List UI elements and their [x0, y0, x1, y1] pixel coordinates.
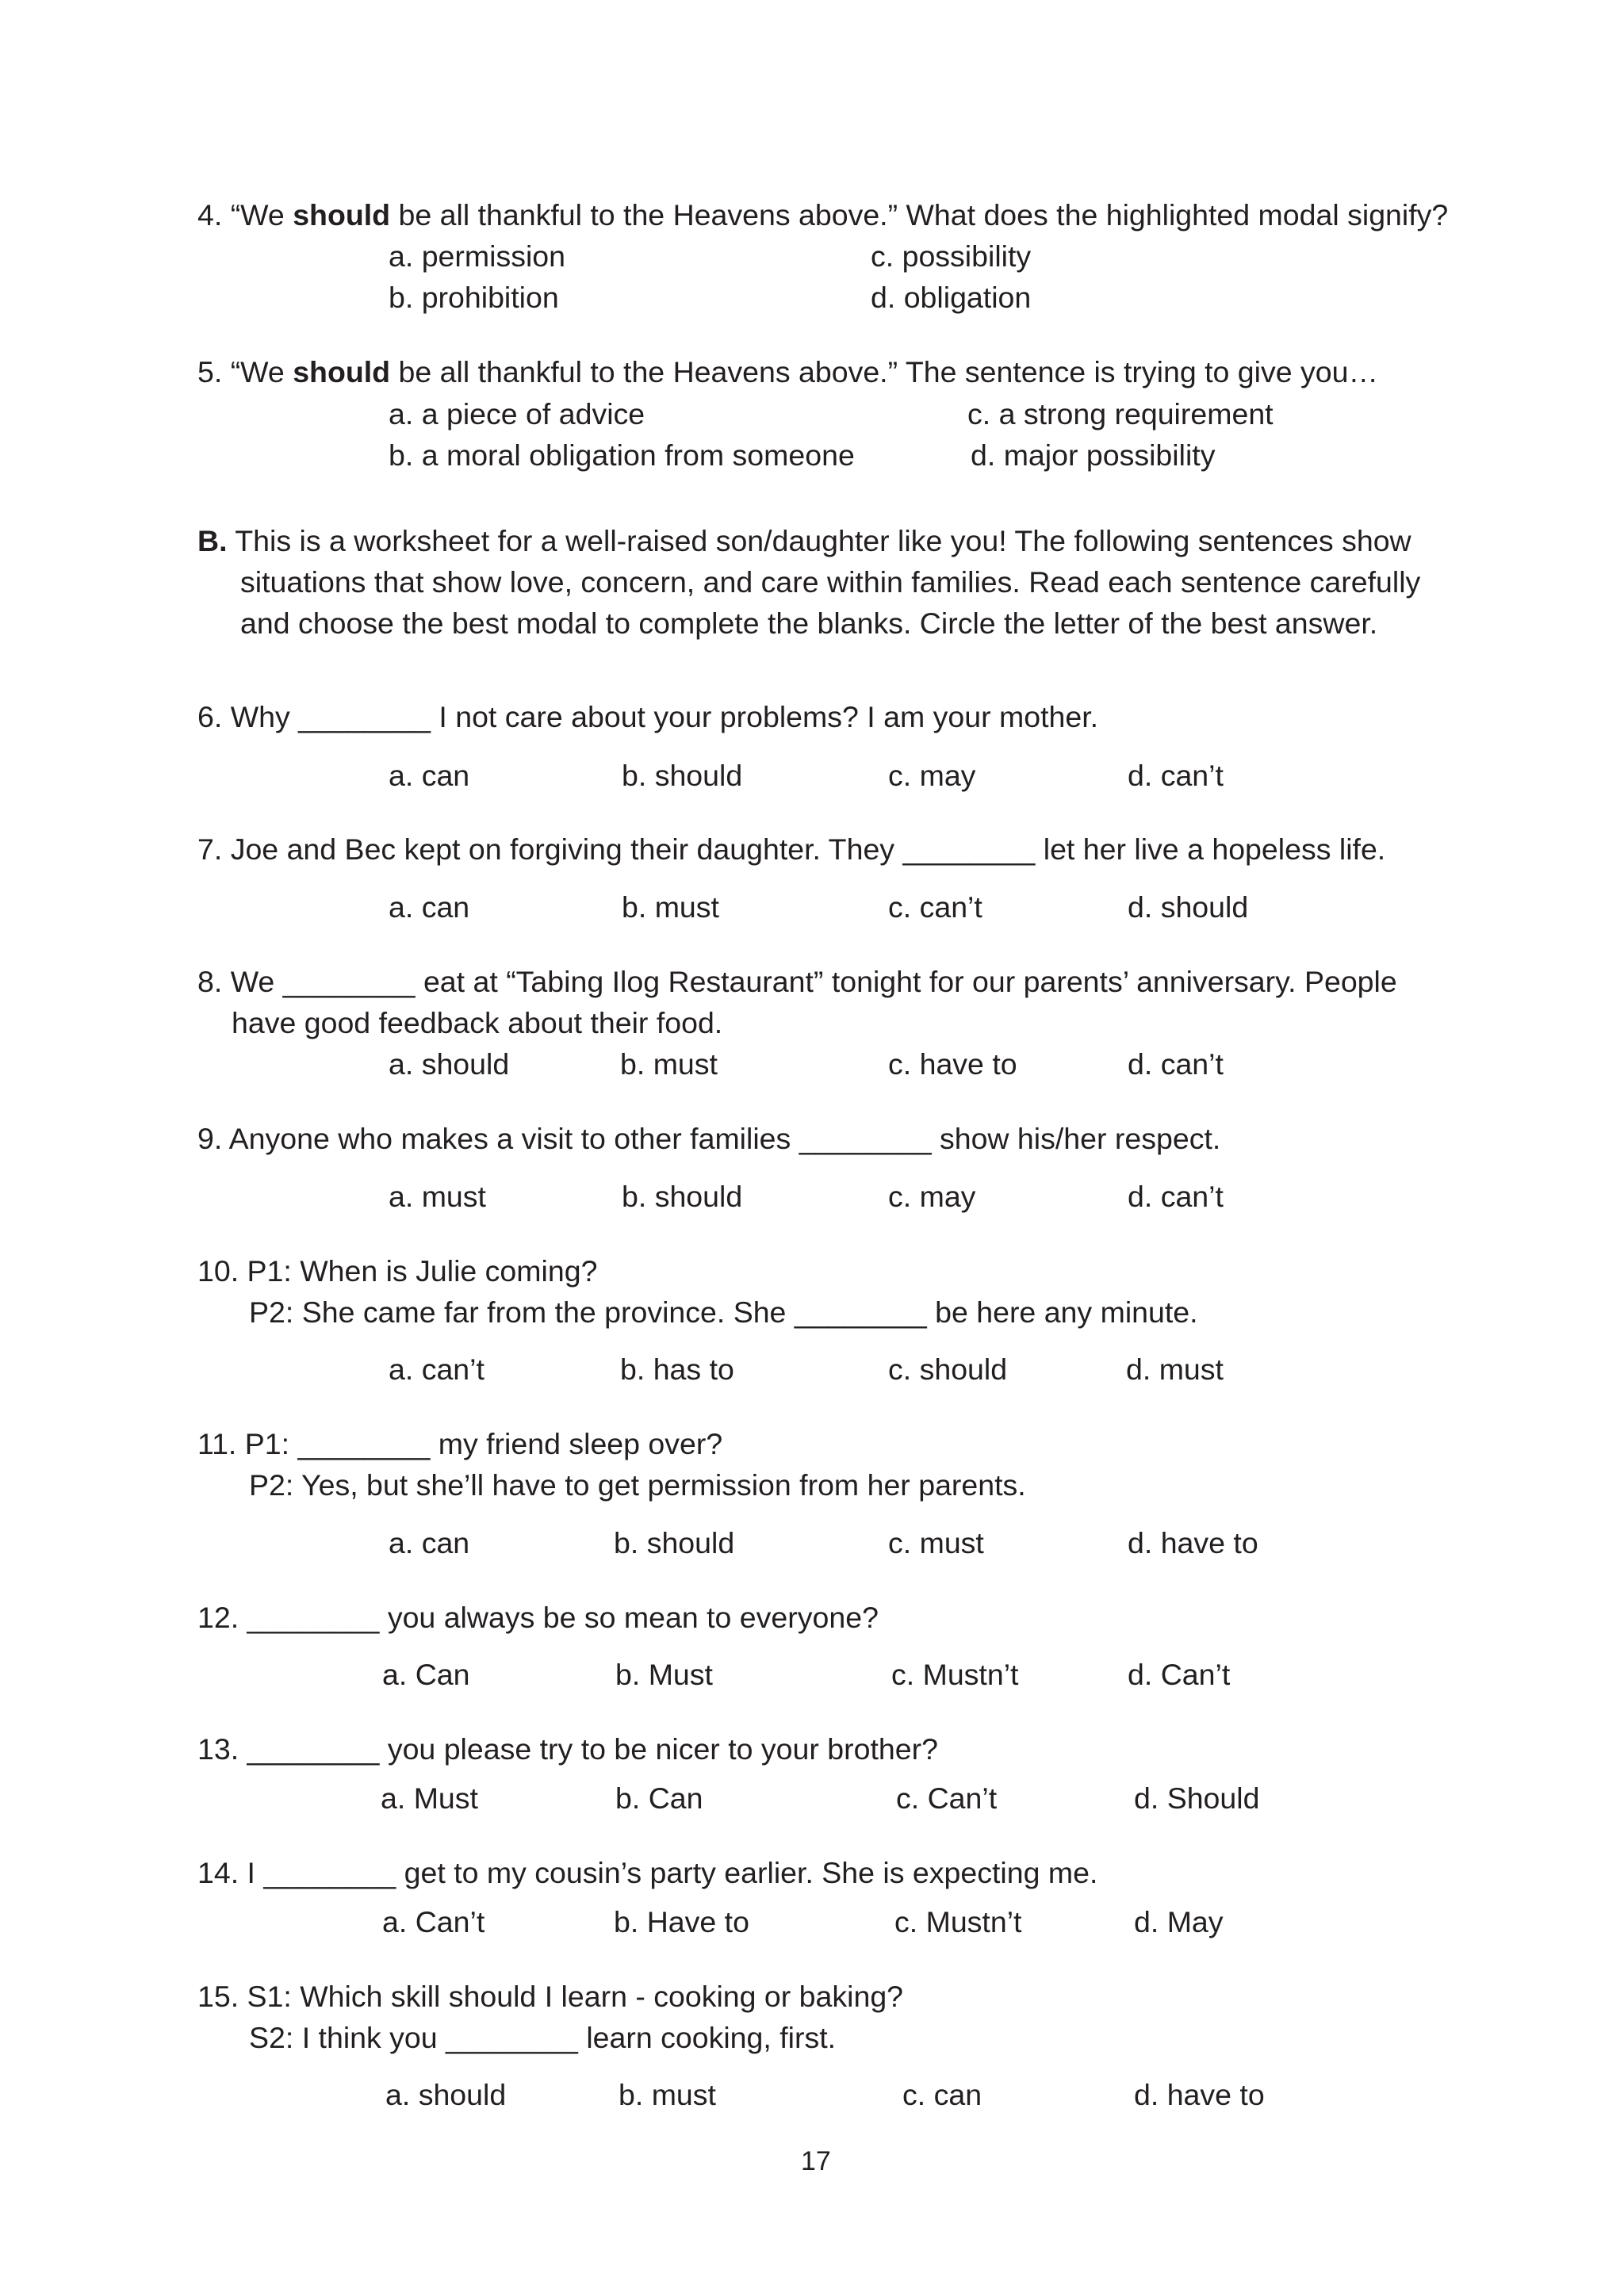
- question-5-option-a[interactable]: a. a piece of advice: [389, 397, 645, 430]
- question-11-stem-line-1: 11. P1: ________ my friend sleep over?: [197, 1427, 723, 1460]
- section-b-label: B.: [197, 524, 228, 557]
- question-4-prefix: 4. “We: [197, 198, 293, 232]
- question-7-stem: 7. Joe and Bec kept on forgiving their daughter. They ________ let her live a hopeless life.: [197, 832, 1386, 866]
- question-12-option-b[interactable]: b. Must: [615, 1658, 713, 1691]
- question-7-option-b[interactable]: b. must: [622, 890, 719, 924]
- question-13-option-b[interactable]: b. Can: [615, 1781, 703, 1815]
- question-14-option-d[interactable]: d. May: [1134, 1905, 1224, 1938]
- question-6-option-a[interactable]: a. can: [389, 759, 470, 792]
- question-4-option-a[interactable]: a. permission: [389, 239, 566, 273]
- question-4-option-c[interactable]: c. possibility: [871, 239, 1032, 273]
- question-5-option-d[interactable]: d. major possibility: [971, 438, 1216, 472]
- question-12-option-a[interactable]: a. Can: [382, 1658, 470, 1691]
- question-4-option-b[interactable]: b. prohibition: [389, 281, 559, 314]
- question-6-option-c[interactable]: c. may: [888, 759, 976, 792]
- question-4-highlighted-modal: should: [293, 198, 391, 232]
- question-8-stem-line-1: 8. We ________ eat at “Tabing Ilog Restaurant” tonight for our parents’ anniversary. People: [197, 965, 1397, 998]
- section-b-instructions-line-1: [197, 526, 1411, 557]
- question-5-prefix: 5. “We: [197, 355, 293, 388]
- question-13-option-c[interactable]: c. Can’t: [896, 1781, 998, 1815]
- question-9-option-a[interactable]: a. must: [389, 1180, 486, 1213]
- section-b-instructions-line-3: and choose the best modal to complete the blanks. Circle the letter of the best answer.: [240, 607, 1378, 640]
- question-12-option-c[interactable]: c. Mustn’t: [891, 1658, 1019, 1691]
- question-15-option-c[interactable]: c. can: [902, 2078, 982, 2111]
- question-11-option-b[interactable]: b. should: [614, 1526, 735, 1559]
- question-14-option-b[interactable]: b. Have to: [614, 1905, 749, 1938]
- question-10-stem-line-2: P2: She came far from the province. She ________ be here any minute.: [249, 1295, 1198, 1329]
- question-14-stem: 14. I ________ get to my cousin’s party earlier. She is expecting me.: [197, 1856, 1098, 1889]
- question-5-stem: [197, 355, 1378, 388]
- section-b-instructions-line-2: situations that show love, concern, and care within families. Read each sentence carefully: [240, 565, 1421, 599]
- question-11-option-a[interactable]: a. can: [389, 1526, 470, 1559]
- question-11-option-c[interactable]: c. must: [888, 1526, 984, 1559]
- question-10-option-a[interactable]: a. can’t: [389, 1353, 485, 1386]
- section-b-line-1-text: This is a worksheet for a well-raised son/daughter like you! The following sentences show: [227, 524, 1411, 557]
- question-4-stem: [197, 198, 1449, 232]
- question-9-option-b[interactable]: b. should: [622, 1180, 743, 1213]
- question-10-option-c[interactable]: c. should: [888, 1353, 1008, 1386]
- question-12-stem: 12. ________ you always be so mean to everyone?: [197, 1601, 879, 1634]
- question-11-option-d[interactable]: d. have to: [1128, 1526, 1258, 1559]
- question-8-option-b[interactable]: b. must: [620, 1047, 718, 1081]
- question-15-option-a[interactable]: a. should: [385, 2078, 507, 2111]
- question-4-suffix: be all thankful to the Heavens above.” What does the highlighted modal signify?: [390, 198, 1449, 232]
- question-6-stem: 6. Why ________ I not care about your problems? I am your mother.: [197, 700, 1099, 733]
- question-5-option-c[interactable]: c. a strong requirement: [967, 397, 1274, 430]
- question-4-option-d[interactable]: d. obligation: [871, 281, 1032, 314]
- question-13-option-d[interactable]: d. Should: [1134, 1781, 1260, 1815]
- question-10-stem-line-1: 10. P1: When is Julie coming?: [197, 1254, 598, 1288]
- question-9-option-d[interactable]: d. can’t: [1128, 1180, 1224, 1213]
- question-13-option-a[interactable]: a. Must: [381, 1781, 478, 1815]
- question-8-option-c[interactable]: c. have to: [888, 1047, 1017, 1081]
- question-7-option-c[interactable]: c. can’t: [888, 890, 982, 924]
- question-13-stem: 13. ________ you please try to be nicer to your brother?: [197, 1732, 938, 1766]
- question-7-option-a[interactable]: a. can: [389, 890, 470, 924]
- page-number: 17: [801, 2146, 831, 2176]
- question-9-stem: 9. Anyone who makes a visit to other families ________ show his/her respect.: [197, 1122, 1221, 1155]
- question-5-option-b[interactable]: b. a moral obligation from someone: [389, 438, 855, 472]
- question-5-suffix: be all thankful to the Heavens above.” The sentence is trying to give you…: [390, 355, 1378, 388]
- question-14-option-a[interactable]: a. Can’t: [382, 1905, 485, 1938]
- question-10-option-d[interactable]: d. must: [1126, 1353, 1224, 1386]
- question-6-option-b[interactable]: b. should: [622, 759, 743, 792]
- question-9-option-c[interactable]: c. may: [888, 1180, 976, 1213]
- question-8-option-a[interactable]: a. should: [389, 1047, 510, 1081]
- question-8-option-d[interactable]: d. can’t: [1128, 1047, 1224, 1081]
- question-15-stem-line-1: 15. S1: Which skill should I learn - cooking or baking?: [197, 1980, 904, 2013]
- question-15-option-b[interactable]: b. must: [619, 2078, 716, 2111]
- question-11-stem-line-2: P2: Yes, but she’ll have to get permission from her parents.: [249, 1468, 1026, 1502]
- question-6-option-d[interactable]: d. can’t: [1128, 759, 1224, 792]
- question-14-option-c[interactable]: c. Mustn’t: [894, 1905, 1022, 1938]
- question-12-option-d[interactable]: d. Can’t: [1128, 1658, 1231, 1691]
- question-5-highlighted-modal: should: [293, 355, 391, 388]
- question-15-option-d[interactable]: d. have to: [1134, 2078, 1265, 2111]
- question-8-stem-line-2: have good feedback about their food.: [232, 1006, 723, 1039]
- question-7-option-d[interactable]: d. should: [1128, 890, 1249, 924]
- question-10-option-b[interactable]: b. has to: [620, 1353, 734, 1386]
- question-15-stem-line-2: S2: I think you ________ learn cooking, first.: [249, 2021, 837, 2054]
